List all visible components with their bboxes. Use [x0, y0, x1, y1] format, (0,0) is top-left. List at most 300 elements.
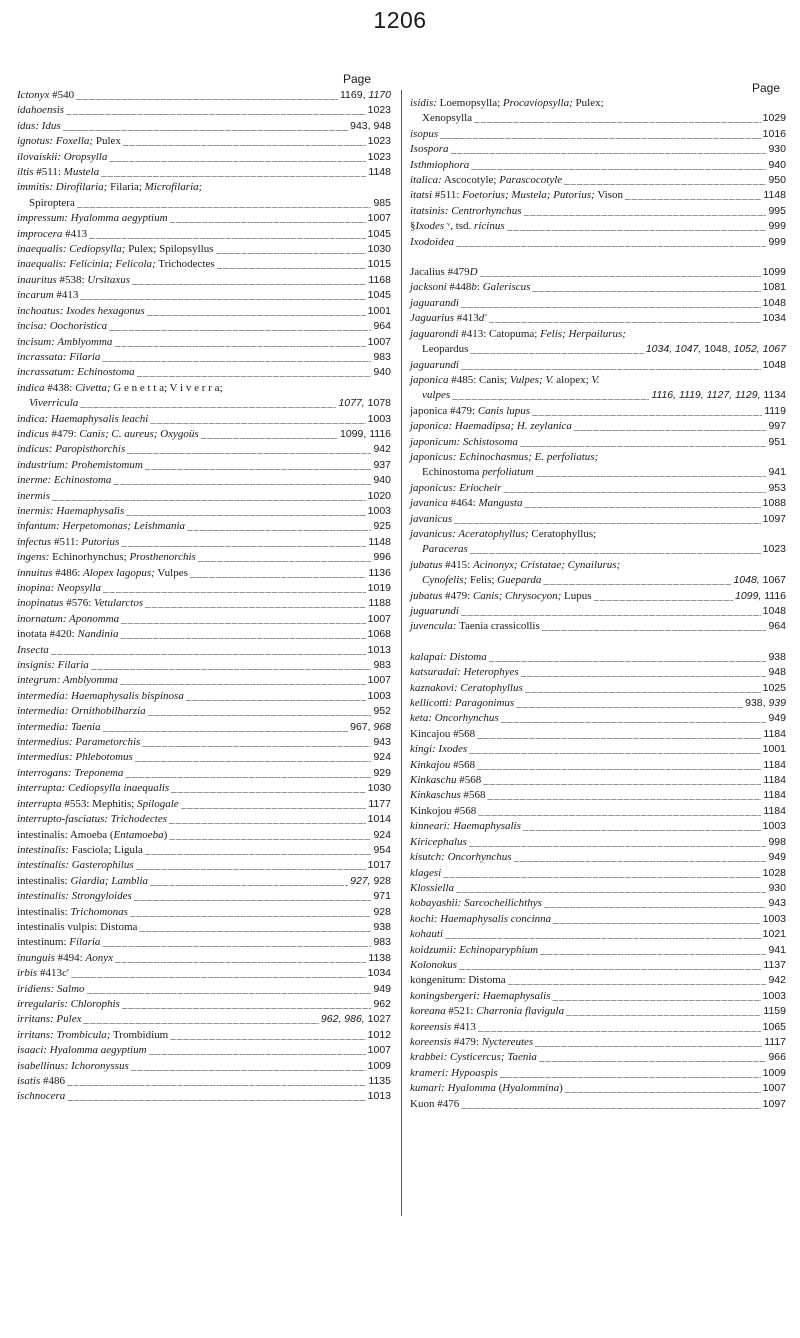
leader-dots: [477, 758, 761, 773]
index-term: Viverricula: [29, 397, 79, 410]
index-term: infectus #511: Putorius: [17, 535, 120, 548]
leader-dots: [139, 920, 371, 935]
index-entry: [17, 288, 391, 303]
page-reference: 951: [768, 435, 786, 448]
index-entry: [410, 1050, 786, 1065]
index-term: intestinalis: Strongyloides: [17, 890, 132, 903]
index-entry: [17, 673, 391, 688]
index-term: inerme: Echinostoma: [17, 474, 112, 487]
leader-dots: [478, 804, 761, 819]
index-term: inotata #420: Nandinia: [17, 628, 119, 641]
index-entry: [17, 905, 391, 920]
leader-dots: [145, 596, 366, 611]
index-entry: [410, 404, 786, 419]
leader-dots: [131, 1059, 366, 1074]
page-reference: 983: [373, 659, 391, 672]
page-reference: 966: [768, 1051, 786, 1064]
index-term: irritans: Pulex: [17, 1013, 82, 1026]
page-reference: 1014: [367, 813, 391, 826]
leader-dots: [80, 288, 365, 303]
page-reference: 1168: [368, 273, 391, 286]
index-term: inermis: [17, 489, 50, 502]
index-entry: [17, 982, 391, 997]
leader-dots: [553, 912, 761, 927]
index-term: vulpes: [422, 389, 451, 402]
index-term: intestinalis: Amoeba (Entamoeba): [17, 828, 168, 841]
page-reference: 1009: [367, 1059, 391, 1072]
leader-dots: [114, 335, 365, 350]
index-term: Kinkajou #568: [410, 758, 476, 771]
page-reference: 1184: [763, 804, 786, 817]
index-term: Isthmiophora: [410, 158, 470, 171]
index-entry: [410, 373, 786, 388]
index-entry: [17, 227, 391, 242]
page-reference: 937: [373, 458, 391, 471]
index-entry: [17, 966, 391, 981]
index-entry: [17, 550, 391, 565]
leader-dots: [109, 150, 365, 165]
index-term: §Ixodes ᵛ, tsd. ricinus: [410, 220, 505, 233]
index-term: isabellinus: Ichoronyssus: [17, 1059, 129, 1072]
index-entry: [17, 134, 391, 149]
page-reference: 924: [373, 751, 391, 764]
index-term: itatsi #511: Foetorius; Mustela; Putorius; Vison: [410, 189, 623, 202]
index-term: insignis: Filaria: [17, 659, 89, 672]
leader-dots: [564, 173, 766, 188]
page-reference: 1007: [762, 1082, 786, 1095]
index-term: Ixodoidea: [410, 235, 454, 248]
page-reference: 1137: [763, 958, 786, 971]
page-reference: 953: [768, 481, 786, 494]
index-entry: [410, 296, 786, 311]
column-divider: [401, 90, 402, 1216]
page-reference: 964: [373, 320, 391, 333]
index-entry: [17, 103, 391, 118]
page-reference: 1045: [367, 227, 391, 240]
index-term: javanica #464: Mangusta: [410, 497, 523, 510]
leader-dots: [216, 242, 366, 257]
leader-dots: [474, 111, 761, 126]
page-reference: 941: [768, 943, 786, 956]
page-reference: 1135: [368, 1075, 391, 1087]
page-reference: 1001: [367, 304, 391, 317]
leader-dots: [217, 257, 366, 272]
index-entry: [410, 1097, 786, 1112]
page-reference: 1017: [367, 859, 391, 872]
leader-dots: [130, 905, 372, 920]
leader-dots: [470, 342, 643, 357]
index-entry: [410, 912, 786, 927]
index-entry: [17, 920, 391, 935]
page-reference: 1188: [368, 597, 391, 610]
index-entry: [17, 535, 391, 550]
leader-dots: [127, 442, 371, 457]
index-term: intermedia: Ornithobilharzia: [17, 705, 146, 718]
index-entry: [410, 1081, 786, 1096]
index-term: intermedia: Haemaphysalis bispinosa: [17, 689, 184, 702]
page-reference: 1184: [763, 727, 786, 740]
page-reference: 1068: [367, 628, 391, 641]
page-reference: 1029: [762, 112, 786, 125]
leader-dots: [508, 973, 767, 988]
index-term: inunguis #494: Aonyx: [17, 951, 113, 964]
page-reference: 1007: [367, 612, 391, 625]
index-entry: [410, 219, 786, 234]
index-entry: [17, 88, 391, 103]
index-entry: [17, 150, 391, 165]
index-term: intestinalis: Gasterophilus: [17, 859, 134, 872]
page-reference: 962: [373, 997, 391, 1010]
index-term: kobayashii: Sarcocheilichthys: [410, 897, 542, 910]
index-entry: [17, 504, 391, 519]
leader-dots: [544, 896, 767, 911]
index-entry: [410, 973, 786, 988]
index-term: infantum: Herpetomonas; Leishmania: [17, 520, 186, 533]
index-term: koreana #521: Charronia flavigula: [410, 1005, 565, 1018]
index-term: interrupto-fasciatus: Trichodectes: [17, 813, 168, 826]
leader-dots: [80, 396, 336, 411]
index-term: Jacalius #479D: [410, 266, 478, 279]
page-reference: 1138: [368, 951, 391, 964]
index-term: Klossiella: [410, 881, 455, 894]
index-entry: [17, 1028, 391, 1043]
index-term: ingens: Echinorhynchus; Prosthenorchis: [17, 551, 196, 564]
index-entry: [410, 650, 786, 665]
index-term: indicus #479: Canis; C. aureus; Oxygoüs: [17, 427, 199, 440]
leader-dots: [539, 1050, 767, 1065]
index-term: koidzumii: Echinoparyphium: [410, 943, 539, 956]
index-term: japonicus: Echinochasmus; E. perfoliatus;: [410, 450, 599, 463]
leader-dots: [122, 997, 372, 1012]
index-term: isopus: [410, 127, 439, 140]
page-reference: 1119: [764, 404, 786, 417]
page-reference: 940: [373, 366, 391, 379]
page-reference: 1048: [762, 358, 786, 371]
index-term: isatis #486: [17, 1075, 65, 1087]
index-term: krabbei: Cysticercus; Taenia: [410, 1051, 537, 1064]
index-term: immitis: Dirofilaria; Filaria; Microfilaria;: [17, 181, 203, 194]
page-reference: 1048: [762, 605, 786, 617]
index-term: katsuradai: Heterophyes: [410, 666, 519, 679]
index-entry: [410, 619, 786, 634]
page-reference: 950: [768, 174, 786, 187]
leader-dots: [566, 1004, 761, 1019]
page-reference: 997: [768, 420, 786, 433]
index-term: inornatum: Aponomma: [17, 612, 120, 625]
index-entry: [410, 958, 786, 973]
page-reference: 1009: [762, 1066, 786, 1079]
index-term: irbis #413c′: [17, 967, 70, 980]
leader-dots: [91, 658, 372, 673]
page-reference: 1023: [762, 543, 786, 556]
index-entry: [410, 1020, 786, 1035]
page-reference: 954: [373, 843, 391, 856]
page-reference: 999: [768, 235, 786, 248]
leader-dots: [170, 211, 366, 226]
page-column-header-right: Page: [752, 81, 781, 95]
leader-dots: [543, 573, 731, 588]
page-reference: 949: [768, 851, 786, 864]
index-entry: [17, 566, 391, 581]
page-reference: 1116, 1119, 1127, 1129, 1134: [651, 389, 786, 402]
index-term: integrum: Amblyomma: [17, 674, 118, 687]
index-term: itatsinis: Centrorhynchus: [410, 204, 522, 217]
index-entry: [410, 342, 786, 357]
leader-dots: [461, 296, 761, 311]
page-reference: 1003: [367, 412, 391, 425]
leader-dots: [521, 665, 767, 680]
leader-dots: [516, 696, 743, 711]
leader-dots: [440, 127, 761, 142]
leader-dots: [198, 550, 372, 565]
leader-dots: [470, 542, 761, 557]
leader-dots: [120, 627, 365, 642]
index-term: inopinatus #576: Vetularctos: [17, 597, 144, 610]
index-entry: [410, 788, 786, 803]
index-column-right: [410, 96, 786, 1112]
leader-dots: [89, 227, 365, 242]
index-term: javanicus: Aceratophyllus; Ceratophyllus;: [410, 527, 597, 540]
index-entry: [17, 766, 391, 781]
index-entry: [410, 711, 786, 726]
index-term: indicus: Paropisthorchis: [17, 443, 126, 456]
leader-dots: [525, 681, 761, 696]
leader-dots: [461, 358, 761, 373]
index-entry: [17, 951, 391, 966]
page-reference: 1184: [763, 758, 786, 771]
leader-dots: [514, 850, 767, 865]
page-reference: 938: [768, 650, 786, 663]
index-entry: [17, 427, 391, 442]
index-term: Paraceras: [422, 543, 468, 556]
leader-dots: [171, 781, 365, 796]
page-reference: 943: [373, 736, 391, 749]
leader-dots: [142, 735, 371, 750]
leader-dots: [574, 419, 767, 434]
index-entry: [410, 204, 786, 219]
page-reference: 1019: [367, 582, 391, 594]
page-reference: 927, 928: [350, 874, 391, 887]
index-entry: [410, 773, 786, 788]
leader-dots: [190, 566, 367, 581]
index-entry: [410, 573, 786, 588]
index-term: intestinalis vulpis: Distoma: [17, 920, 138, 933]
leader-dots: [71, 966, 365, 981]
index-term: japonica: Haemadipsa; H. zeylanica: [410, 420, 572, 433]
index-entry: [410, 943, 786, 958]
leader-dots: [87, 982, 372, 997]
index-term: jaguarandi: [410, 296, 459, 309]
page-reference: 938: [373, 920, 391, 933]
index-entry: [410, 158, 786, 173]
leader-dots: [83, 1012, 318, 1027]
leader-dots: [169, 812, 366, 827]
index-entry: [17, 627, 391, 642]
page-reference: 1097: [762, 512, 786, 525]
index-term: intestinalis: Fasciola; Ligula: [17, 843, 143, 856]
index-entry: [17, 935, 391, 950]
leader-dots: [147, 304, 366, 319]
index-term: kaznakovi: Ceratophyllus: [410, 681, 523, 694]
page-reference: 1099: [762, 266, 786, 279]
page-reference: 1030: [367, 243, 391, 256]
index-entry: [410, 866, 786, 881]
index-term: jubatus #479: Canis; Chrysocyon; Lupus: [410, 589, 592, 602]
index-entry: [17, 781, 391, 796]
leader-dots: [120, 673, 366, 688]
index-entry: [17, 1059, 391, 1074]
index-term: incrassatum: Echinostoma: [17, 366, 135, 379]
page-reference: 1016: [762, 127, 786, 140]
index-term: kingi: Ixodes: [410, 743, 468, 756]
index-term: intestinalis: Giardia; Lamblia: [17, 874, 148, 887]
leader-dots: [454, 512, 760, 527]
index-term: kongenitum: Distoma: [410, 974, 506, 987]
index-term: kohauti: [410, 928, 443, 941]
index-term: incisum: Amblyomma: [17, 335, 113, 348]
leader-dots: [66, 103, 366, 118]
index-term: Ictonyx #540: [17, 89, 75, 101]
index-term: isidis: Loemopsylla; Procaviopsylla; Pulex;: [410, 97, 604, 109]
index-term: Kinkaschu #568: [410, 774, 482, 787]
index-entry: [17, 735, 391, 750]
index-entry: [17, 581, 391, 596]
page-reference: 1077, 1078: [338, 397, 391, 410]
index-entry: [17, 997, 391, 1012]
page-reference: 983: [373, 936, 391, 949]
index-entry: [17, 596, 391, 611]
leader-dots: [500, 1066, 761, 1081]
leader-dots: [443, 866, 760, 881]
index-entry: [17, 828, 391, 843]
page-reference: 1169, 1170: [339, 89, 391, 101]
leader-dots: [535, 1035, 762, 1050]
leader-dots: [137, 365, 372, 380]
index-entry: [410, 127, 786, 142]
index-term: Kinkojou #568: [410, 804, 477, 817]
index-term: impressum: Hyalomma aegyptium: [17, 212, 168, 225]
index-entry: [410, 604, 786, 619]
page-reference: 1003: [762, 912, 786, 925]
index-entry: [17, 704, 391, 719]
index-term: Xenopsylla: [422, 112, 473, 125]
page-reference: 1148: [368, 166, 391, 179]
leader-dots: [540, 943, 766, 958]
index-entry: [410, 265, 786, 280]
index-term: kellicotti: Paragonimus: [410, 697, 515, 710]
leader-dots: [461, 1097, 760, 1112]
leader-dots: [523, 819, 761, 834]
index-term: Kuon #476: [410, 1097, 460, 1110]
page-reference: 1099, 1116: [735, 589, 786, 602]
leader-dots: [76, 88, 338, 103]
page-reference: 996: [373, 551, 391, 564]
index-term: inaequalis: Felicinia; Felicola; Trichodectes: [17, 258, 215, 271]
page-column-header-left: Page: [343, 72, 372, 86]
index-term: intermedius: Phlebotomus: [17, 751, 133, 764]
page-reference: 1007: [367, 212, 391, 225]
page-reference: 943: [768, 897, 786, 910]
index-term: Insecta: [17, 643, 49, 656]
index-term: Isospora: [410, 143, 449, 156]
leader-dots: [625, 188, 761, 203]
page-reference: 1034: [367, 967, 391, 980]
index-term: japonica #479: Canis lupus: [410, 404, 531, 417]
index-entry: [410, 681, 786, 696]
index-entry: [17, 689, 391, 704]
page-reference: 971: [373, 890, 391, 903]
index-term: indica #438: Civetta; G e n e t t a; V i v e r r a;: [17, 381, 223, 394]
index-entry: [410, 419, 786, 434]
index-term: Jaguarius #413d′: [410, 312, 487, 325]
index-entry: [410, 527, 786, 542]
page-reference: 938, 939: [745, 697, 786, 710]
page-reference: 1045: [367, 289, 391, 302]
leader-dots: [102, 935, 371, 950]
index-entry: [17, 750, 391, 765]
index-term: irregularis: Chlorophis: [17, 997, 120, 1010]
leader-dots: [565, 1081, 761, 1096]
index-entry: [410, 450, 786, 465]
index-term: irritans: Trombicula; Trombidium: [17, 1028, 169, 1041]
page-reference: 1081: [762, 281, 786, 294]
index-entry: [410, 589, 786, 604]
index-term: kalapai: Distoma: [410, 650, 487, 663]
leader-dots: [186, 689, 366, 704]
index-term: improcera #413: [17, 227, 88, 240]
index-column-left: [17, 88, 391, 1105]
index-term: koreensis #413: [410, 1020, 476, 1033]
index-entry: [17, 381, 391, 396]
index-term: isaaci: Hyalomma aegyptium: [17, 1044, 147, 1057]
index-entry: [410, 727, 786, 742]
leader-dots: [478, 1020, 761, 1035]
leader-dots: [489, 650, 767, 665]
index-term: javanicus: [410, 512, 453, 525]
index-entry: [17, 458, 391, 473]
index-entry: [17, 350, 391, 365]
index-term: iltis #511: Mustela: [17, 166, 100, 179]
leader-dots: [103, 581, 366, 596]
leader-dots: [170, 1028, 365, 1043]
index-term: keta: Oncorhynchus: [410, 712, 499, 725]
page-reference: 1097: [762, 1097, 786, 1110]
page-reference: 929: [373, 766, 391, 779]
index-entry: [17, 1012, 391, 1027]
page-reference: 1088: [762, 497, 786, 510]
page-reference: 1048, 1067: [733, 574, 786, 587]
page-reference: 1099, 1116: [340, 427, 391, 440]
index-entry: [410, 280, 786, 295]
leader-dots: [150, 874, 348, 889]
index-entry: [410, 173, 786, 188]
index-term: Echinostoma perfoliatum: [422, 466, 534, 479]
leader-dots: [451, 142, 767, 157]
index-term: Kolonokus: [410, 958, 458, 971]
leader-dots: [145, 458, 372, 473]
page-reference: 1012: [367, 1028, 391, 1041]
index-term: interrupta: Cediopsylla inaequalis: [17, 782, 170, 795]
index-term: idus: Idus: [17, 119, 61, 132]
index-entry: [410, 881, 786, 896]
leader-dots: [532, 404, 762, 419]
index-entry: [17, 1043, 391, 1058]
leader-dots: [134, 889, 372, 904]
index-term: krameri: Hypoaspis: [410, 1066, 498, 1079]
leader-dots: [507, 219, 767, 234]
index-entry: [410, 1066, 786, 1081]
index-entry: [410, 188, 786, 203]
